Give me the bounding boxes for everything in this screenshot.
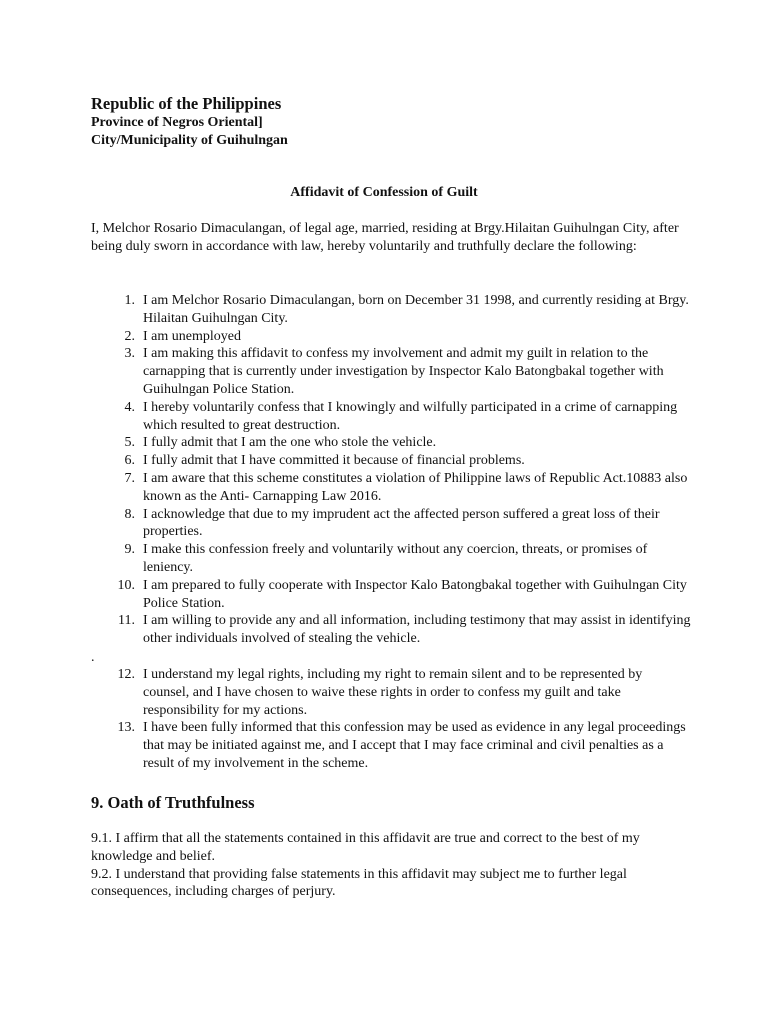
- list-item-number: 8.: [124, 506, 135, 522]
- document-header: [91, 93, 691, 150]
- list-item-text: I am aware that this scheme constitutes a violation of Philippine laws of Republic Act.10883 also known as the Anti- Carnapping Law 2016.: [143, 470, 688, 504]
- list-item: [91, 399, 691, 435]
- list-item: [91, 345, 691, 398]
- city-heading: City/Municipality of Guihulngan: [91, 133, 288, 148]
- list-item: [91, 434, 691, 452]
- list-item-number: 2.: [124, 328, 135, 344]
- list-item-text: I have been fully informed that this confession may be used as evidence in any legal proceedings that may be initiated against me, and I accept that I may face criminal and civil penalties as a result of my involvement in the scheme.: [143, 720, 686, 771]
- list-item: [91, 452, 691, 470]
- list-item-number: 12.: [117, 667, 135, 682]
- list-item-number: 9.: [124, 542, 135, 558]
- list-item: [91, 666, 691, 719]
- list-item-number: 10.: [117, 577, 135, 593]
- list-item-number: 1.: [124, 293, 135, 308]
- oath-section-heading: 9. Oath of Truthfulness: [91, 793, 255, 812]
- country-heading: Republic of the Philippines: [91, 94, 282, 113]
- list-item-number: 6.: [124, 453, 135, 469]
- list-item-text: I make this confession freely and voluntarily without any coercion, threats, or promises of leniency.: [143, 542, 648, 575]
- province-heading: Province of Negros Oriental]: [91, 115, 263, 130]
- list-item-text: I fully admit that I have committed it because of financial problems.: [143, 453, 525, 469]
- list-item-text: I acknowledge that due to my imprudent act the affected person suffered a great loss of their properties.: [143, 506, 660, 540]
- stray-period-mark: .: [91, 650, 95, 665]
- list-item-number: 3.: [124, 346, 135, 362]
- list-item: [91, 577, 691, 613]
- list-item: [91, 506, 691, 542]
- list-item: [91, 292, 691, 328]
- list-item: [91, 328, 691, 346]
- list-item-text: I understand my legal rights, including my right to remain silent and to be represented by counsel, and I have chosen to waive these rights in order to confess my guilt and take responsibility for my actions.: [143, 667, 643, 718]
- list-item: [91, 612, 691, 648]
- list-item: [91, 719, 691, 772]
- list-item-text: I am unemployed: [143, 328, 241, 344]
- list-item: [91, 541, 691, 577]
- list-item-text: I am willing to provide any and all information, including testimony that may assist in identifying other individuals involved of stealing the vehicle.: [143, 613, 691, 647]
- list-item: [91, 470, 691, 506]
- list-item-number: 4.: [124, 399, 135, 415]
- declaration-list-part2: [91, 666, 691, 773]
- intro-paragraph: I, Melchor Rosario Dimaculangan, of legal age, married, residing at Brgy.Hilaitan Guihulngan City, after being duly sworn in accordance with law, hereby voluntarily and truthfully declare the following:: [91, 221, 679, 254]
- list-item-text: I am prepared to fully cooperate with Inspector Kalo Batongbakal together with Guihulngan City Police Station.: [143, 577, 687, 611]
- list-item-text: I fully admit that I am the one who stole the vehicle.: [143, 435, 437, 451]
- list-item-number: 5.: [124, 435, 135, 451]
- oath-paragraph: 9.2. I understand that providing false statements in this affidavit may subject me to further legal consequences, including charges of perjury.: [91, 866, 627, 900]
- list-item-text: I am making this affidavit to confess my involvement and admit my guilt in relation to the carnapping that is currently under investigation by Inspector Kalo Batongbakal together with Guihulngan Police Station.: [143, 346, 664, 397]
- list-item-text: I hereby voluntarily confess that I knowingly and wilfully participated in a crime of carnapping which resulted to great destruction.: [143, 399, 678, 433]
- list-item-number: 11.: [118, 613, 135, 629]
- oath-paragraph: 9.1. I affirm that all the statements contained in this affidavit are true and correct to the best of my knowledge and belief.: [91, 831, 640, 864]
- document-title: Affidavit of Confession of Guilt: [290, 185, 478, 200]
- list-item-number: 13.: [117, 720, 135, 736]
- declaration-list-part1: [91, 292, 691, 648]
- oath-section-body: [91, 830, 681, 901]
- list-item-text: I am Melchor Rosario Dimaculangan, born on December 31 1998, and currently residing at Brgy. Hilaitan Guihulngan City.: [143, 293, 689, 326]
- list-item-number: 7.: [124, 470, 135, 486]
